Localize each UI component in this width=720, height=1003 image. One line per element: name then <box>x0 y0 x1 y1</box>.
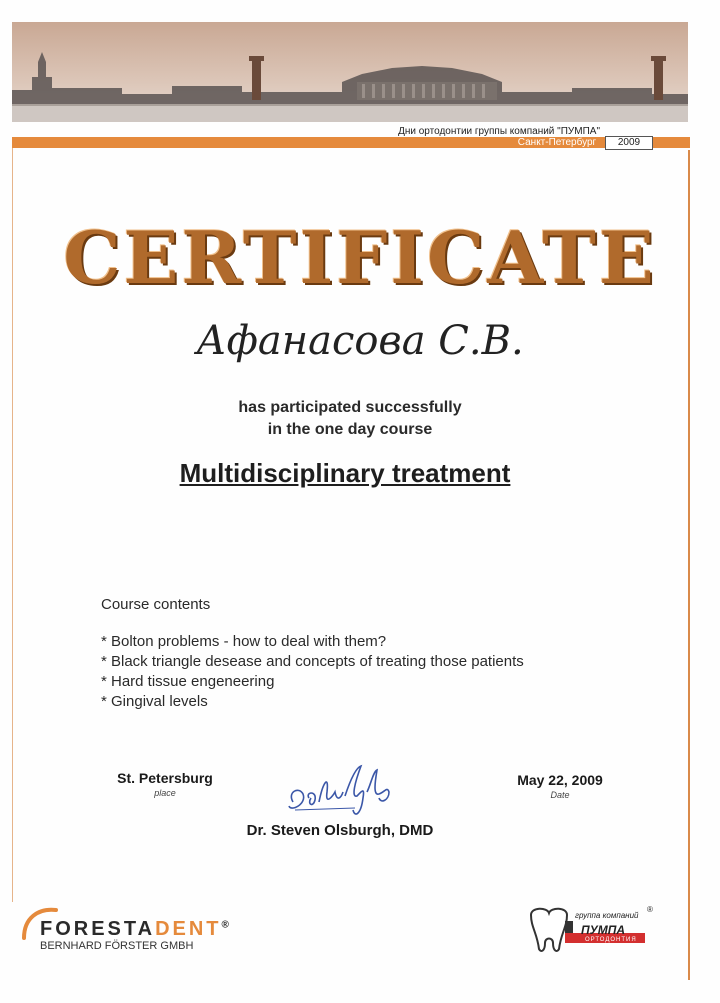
forestadent-logo <box>20 904 260 964</box>
participation-statement <box>0 397 700 441</box>
course-contents-list <box>101 632 524 712</box>
date-label: Date <box>550 790 570 800</box>
list-item: * Bolton problems - how to deal with them? <box>101 633 387 650</box>
list-item: * Hard tissue engeneering <box>101 673 275 690</box>
registered-mark: ® <box>221 919 232 931</box>
forestadent-accent: DENT <box>155 918 222 940</box>
list-item: * Gingival levels <box>101 693 208 710</box>
event-city: Санкт-Петербург <box>517 137 597 148</box>
forestadent-wordmark <box>40 918 232 941</box>
forestadent-subtitle: BERNHARD FÖRSTER GMBH <box>40 940 194 952</box>
place-value: St. Petersburg <box>117 770 213 786</box>
pumpa-registered-mark: ® <box>647 905 653 914</box>
place-label: place <box>154 788 176 798</box>
pumpa-logo <box>525 905 665 955</box>
date-value: May 22, 2009 <box>517 772 603 788</box>
course-contents-heading: Course contents <box>101 596 211 613</box>
pumpa-group-label: группа компаний <box>575 911 639 920</box>
list-item: * Black triangle desease and concepts of treating those patients <box>101 653 524 670</box>
participation-line-2: in the one day course <box>267 421 433 438</box>
certificate-title: CERTIFICATE <box>63 215 657 300</box>
pumpa-subtitle: ОРТОДОНТИЯ <box>585 937 637 943</box>
st-petersburg-banner-image <box>12 22 688 122</box>
pumpa-name: ПУМПА <box>581 923 626 937</box>
handwritten-signature <box>285 762 405 822</box>
recipient-name: Афанасова С.В. <box>196 318 524 364</box>
course-title: Multidisciplinary treatment <box>179 458 511 488</box>
signer-name: Dr. Steven Olsburgh, DMD <box>246 822 434 839</box>
event-year: 2009 <box>605 136 653 150</box>
event-caption: Дни ортодонтии группы компаний "ПУМПА" <box>398 126 600 137</box>
forestadent-main: FORESTA <box>40 918 156 940</box>
participation-line-1: has participated successfully <box>238 399 462 416</box>
